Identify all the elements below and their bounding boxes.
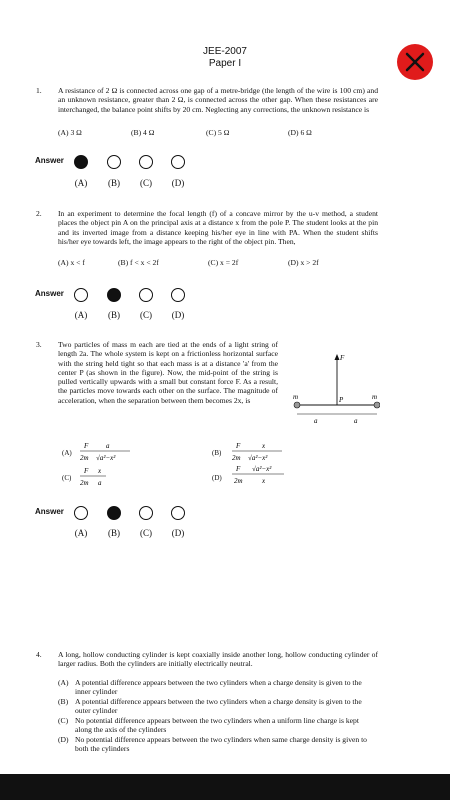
svg-text:x: x bbox=[262, 442, 266, 450]
answer-1-bubble-a[interactable] bbox=[74, 155, 88, 169]
option-text: A potential difference appears between the two cylinders when a charge density is given to the inner cylinder bbox=[75, 678, 362, 697]
bubble-label-b: (B) bbox=[108, 528, 120, 538]
bubble-label-a: (A) bbox=[74, 178, 88, 188]
question-2-options bbox=[58, 258, 319, 267]
svg-text:F: F bbox=[236, 442, 241, 450]
answer-1-bubble-c[interactable] bbox=[139, 155, 153, 169]
q3-option-b-label: (B) bbox=[212, 449, 222, 457]
answer-3-bubble-c[interactable] bbox=[139, 506, 153, 520]
svg-text:a: a bbox=[98, 479, 102, 487]
option-b: (B) f < x < 2f bbox=[118, 258, 159, 267]
svg-text:x: x bbox=[262, 477, 266, 485]
answer-1-bubble-b[interactable] bbox=[107, 155, 121, 169]
option-a: (A) 3 Ω bbox=[58, 128, 82, 137]
answer-2-bubble-b[interactable] bbox=[107, 288, 121, 302]
answer-3-bubble-d[interactable] bbox=[171, 506, 185, 520]
option-c: (C) x = 2f bbox=[208, 258, 239, 267]
q3-option-d-label: (D) bbox=[212, 474, 222, 482]
question-number: 1. bbox=[36, 86, 42, 95]
bubble-label-a: (A) bbox=[74, 310, 88, 320]
question-number: 4. bbox=[36, 650, 42, 659]
question-text: In an experiment to determine the focal length (f) of a concave mirror by the u-v method, a student places the object pin A on the principal axis at a distance x from the pole P. The student looks at the pin and its inverted image from a distance keeping his/her eye in line with PA. When the student shifts his/her eye towards left, the image appears to the right of the object pin. Then, bbox=[58, 209, 378, 246]
svg-text:F: F bbox=[84, 442, 89, 450]
dist-label-left: a bbox=[314, 417, 318, 425]
bubble-label-c: (C) bbox=[140, 310, 152, 320]
answer-2-bubble-d[interactable] bbox=[171, 288, 185, 302]
svg-text:a: a bbox=[106, 442, 110, 450]
bottom-bar bbox=[0, 774, 450, 800]
q3-option-c-expr bbox=[80, 465, 140, 489]
mass-label-left: m bbox=[293, 393, 299, 401]
answer-2-bubble-a[interactable] bbox=[74, 288, 88, 302]
svg-text:√a²−x²: √a²−x² bbox=[248, 454, 268, 462]
q3-figure bbox=[280, 350, 380, 430]
q3-option-a-expr bbox=[80, 440, 140, 464]
option-c: (C) 5 Ω bbox=[206, 128, 230, 137]
svg-text:2m: 2m bbox=[80, 479, 89, 487]
svg-text:2m: 2m bbox=[234, 477, 243, 485]
option-a: (A) x < f bbox=[58, 258, 85, 267]
svg-text:2m: 2m bbox=[232, 454, 241, 462]
paper-title: JEE-2007 bbox=[203, 46, 247, 57]
option-label: (B) bbox=[58, 697, 69, 706]
bubble-label-c: (C) bbox=[140, 178, 152, 188]
question-1-options bbox=[58, 128, 312, 137]
question-text: A resistance of 2 Ω is connected across one gap of a metre-bridge (the length of the wire is 100 cm) and an unknown resistance, greater than 2 Ω, is connected across the other gap. When these resistances are interchanged, the balance point shifts by 20 cm. Neglecting any corrections, the unknown resistance is bbox=[58, 86, 378, 114]
svg-text:F: F bbox=[236, 465, 241, 473]
q3-option-d-expr bbox=[232, 463, 292, 489]
mass-label-right: m bbox=[372, 393, 378, 401]
dist-label-right: a bbox=[354, 417, 358, 425]
q3-option-b-expr bbox=[232, 440, 292, 464]
svg-text:F: F bbox=[84, 467, 89, 475]
option-text: No potential difference appears between the two cylinders when same charge density is given to both the cylinders bbox=[75, 735, 367, 754]
bubble-label-d: (D) bbox=[171, 528, 185, 538]
question-number: 3. bbox=[36, 340, 42, 349]
question-text: Two particles of mass m each are tied at the ends of a light string of length 2a. The whole system is kept on a frictionless horizontal surface with the string held tight so that each mass is at a distance 'a' from the center P (as shown in the figure). Now, the mid-point of the string is pulled vertically upwards with a small but constant force F. As a result, the particles move towards each other on the surface. The magnitude of acceleration, when the separation between them becomes 2x, is bbox=[58, 340, 278, 405]
question-number: 2. bbox=[36, 209, 42, 218]
option-text: A potential difference appears between the two cylinders when a charge density is given to the outer cylinder bbox=[75, 697, 362, 716]
option-text: No potential difference appears between the two cylinders when a uniform line charge is kept along the axis of the cylinders bbox=[75, 716, 359, 735]
bubble-label-c: (C) bbox=[140, 528, 152, 538]
bubble-label-b: (B) bbox=[108, 178, 120, 188]
option-label: (D) bbox=[58, 735, 69, 744]
bubble-label-b: (B) bbox=[108, 310, 120, 320]
bubble-label-d: (D) bbox=[171, 178, 185, 188]
bubble-label-d: (D) bbox=[171, 310, 185, 320]
svg-text:√a²−x²: √a²−x² bbox=[96, 454, 116, 462]
paper-subtitle: Paper I bbox=[208, 58, 242, 69]
option-d: (D) x > 2f bbox=[288, 258, 319, 267]
answer-3-bubble-a[interactable] bbox=[74, 506, 88, 520]
svg-text:√a²−x²: √a²−x² bbox=[252, 465, 272, 473]
close-button[interactable] bbox=[397, 44, 433, 80]
answer-1-bubble-d[interactable] bbox=[171, 155, 185, 169]
q3-option-c-label: (C) bbox=[62, 474, 72, 482]
svg-text:x: x bbox=[98, 467, 102, 475]
center-label: P bbox=[339, 396, 344, 404]
answer-label: Answer bbox=[35, 289, 64, 298]
option-label: (C) bbox=[58, 716, 69, 725]
q3-option-a-label: (A) bbox=[62, 449, 72, 457]
answer-3-bubble-b[interactable] bbox=[107, 506, 121, 520]
answer-2-bubble-c[interactable] bbox=[139, 288, 153, 302]
answer-label: Answer bbox=[35, 156, 64, 165]
option-b: (B) 4 Ω bbox=[131, 128, 155, 137]
option-d: (D) 6 Ω bbox=[288, 128, 312, 137]
answer-label: Answer bbox=[35, 507, 64, 516]
close-icon bbox=[397, 44, 433, 80]
bubble-label-a: (A) bbox=[74, 528, 88, 538]
force-label: F bbox=[340, 354, 345, 362]
question-text: A long, hollow conducting cylinder is kept coaxially inside another long, hollow conducting cylinder of larger radius. Both the cylinders are initially electrically neutral. bbox=[58, 650, 378, 669]
option-label: (A) bbox=[58, 678, 69, 687]
svg-text:2m: 2m bbox=[80, 454, 89, 462]
